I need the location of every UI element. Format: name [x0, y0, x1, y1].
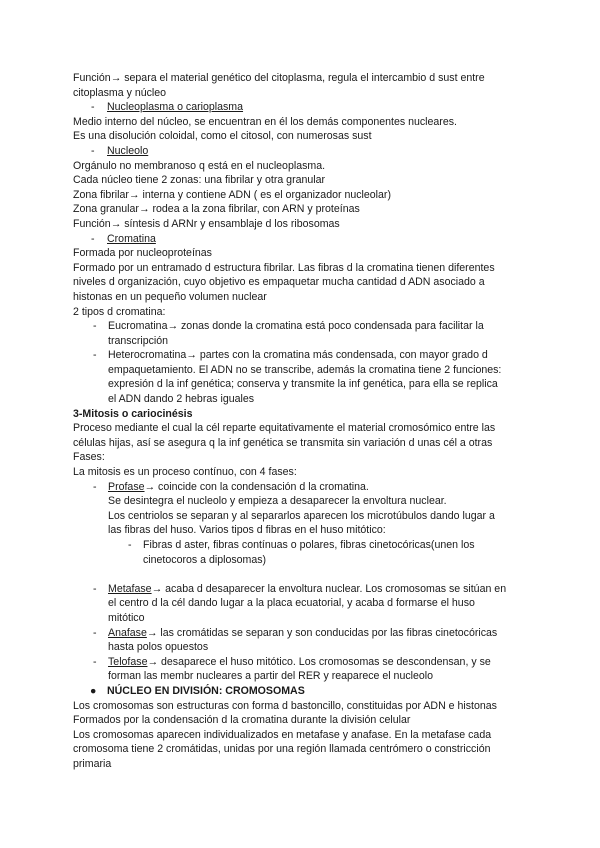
sublist-item-fibras [73, 538, 528, 553]
text-line: La mitosis es un proceso contínuo, con 4 fases: [73, 466, 297, 479]
item-continuation: el centro d la cél dando lugar a la placa ecuatorial, y acaba d formarse el huso [108, 597, 475, 610]
section-heading-cromosomas [73, 684, 528, 699]
list-item-telofase [73, 655, 528, 670]
term-anafase: Anafase [108, 626, 147, 639]
dash-marker: - [93, 582, 97, 595]
text-line: Zona granular→ rodea a la zona fibrilar, con ARN y proteínas [73, 203, 360, 216]
dash-marker: - [93, 480, 97, 493]
item-continuation: empaquetamiento. El ADN no se transcribe, además la cromatina tiene 2 funciones: [108, 363, 502, 376]
text-line: Función→ separa el material genético del citoplasma, regula el intercambio d sust entre [73, 72, 485, 84]
heading-label: NÚCLEO EN DIVISIÓN: CROMOSOMAS [107, 684, 305, 697]
list-item-profase [73, 480, 528, 495]
text-line: Zona fibrilar→ interna y contiene ADN ( es el organizador nucleolar) [73, 188, 391, 201]
text-line: Medio interno del núcleo, se encuentran en él los demás componentes nucleares. [73, 115, 457, 128]
term-profase: Profase [108, 480, 145, 493]
text-line: Fases: [73, 451, 105, 464]
item-text: → las cromátidas se separan y son conducidas por las fibras cinetocóricas [146, 626, 498, 639]
text-line: Los cromosomas aparecen individualizados en metafase y anafase. En la metafase cada [73, 728, 492, 741]
list-item-anafase [73, 626, 528, 641]
text-line: Formado por un entramado d estructura fibrilar. Las fibras d la cromatina tienen diferentes [73, 261, 495, 274]
subheading-nucleolo [73, 144, 528, 159]
term-metafase: Metafase [108, 582, 152, 595]
subheading-cromatina [73, 232, 528, 247]
text-line: histonas en un pequeño volumen nuclear [73, 290, 267, 303]
sublist-continuation [73, 553, 528, 568]
item-continuation: mitótico [108, 611, 145, 624]
text-line: Es una disolución coloidal, como el citosol, con numerosas sust [73, 130, 372, 143]
item-continuation: las fibras del huso. Varios tipos d fibras en el huso mitótico: [108, 524, 386, 537]
dash-marker: - [93, 349, 97, 362]
list-item-eucromatina [73, 319, 528, 334]
blank-line [73, 567, 528, 582]
text-line: Cada núcleo tiene 2 zonas: una fibrilar y otra granular [73, 174, 326, 187]
subheading-nucleoplasma [73, 100, 528, 115]
dash-marker: - [91, 101, 95, 114]
text-line: células hijas, así se asegura q la inf genética se transmita sin variación d unas cél a otras [73, 436, 493, 449]
subheading-label: Nucleolo [107, 144, 149, 157]
text-line: primaria [73, 757, 112, 770]
item-text: → coincide con la condensación d la cromatina. [144, 480, 369, 493]
text-line: Función→ síntesis d ARNr y ensamblaje d los ribosomas [73, 217, 340, 230]
item-text: Fibras d aster, fibras contínuas o polares, fibras cinetocóricas(unen los [143, 539, 475, 551]
item-continuation: transcripción [108, 334, 169, 347]
text-line: Proceso mediante el cual la cél reparte equitativamente el material cromosómico entre las [73, 422, 496, 435]
text-line: Formada por nucleoproteínas [73, 247, 212, 260]
item-continuation: Los centriolos se separan y al separarlos aparecen los microtúbulos dando lugar a [108, 509, 495, 522]
text-line: Formados por la condensación d la cromatina durante la división celular [73, 714, 411, 727]
text-line: 2 tipos d cromatina: [73, 305, 166, 318]
text-line: citoplasma y núcleo [73, 86, 167, 99]
item-text: → acaba d desaparecer la envoltura nuclear. Los cromosomas se sitúan en [151, 582, 507, 595]
term-telofase: Telofase [108, 655, 148, 668]
dash-marker: - [128, 539, 132, 551]
text-line: cromosoma tiene 2 cromátidas, unidas por una región llamada centrómero o constricción [73, 743, 491, 756]
item-text: cinetocoros a diplosomas) [143, 553, 267, 566]
list-item-metafase [73, 582, 528, 597]
list-item-heterocromatina [73, 348, 528, 363]
text-line: Los cromosomas son estructuras con forma d bastoncillo, constituidas por ADN e histonas [73, 699, 497, 712]
dash-marker: - [93, 626, 97, 639]
item-continuation: hasta polos opuestos [108, 641, 209, 654]
subheading-label: Cromatina [107, 232, 156, 245]
bullet-marker: ● [90, 684, 97, 697]
section-heading-mitosis: 3-Mitosis o cariocinésis [73, 407, 193, 420]
item-text: → desaparece el huso mitótico. Los cromosomas se descondensan, y se [147, 655, 491, 668]
item-text: Heterocromatina→ partes con la cromatina más condensada, con mayor grado d [108, 349, 488, 362]
item-continuation: Se desintegra el nucleolo y empieza a desaparecer la envoltura nuclear. [108, 495, 447, 508]
notes-body [73, 71, 528, 772]
item-continuation: forman las membr nucleares a partir del RER y reaparece el nucleolo [108, 670, 434, 683]
item-continuation: expresión d la inf genética; conserva y transmite la inf genética, para ella se replica [108, 378, 498, 391]
dash-marker: - [91, 144, 95, 157]
dash-marker: - [93, 655, 97, 668]
item-continuation: el ADN dando 2 hebras iguales [108, 393, 255, 406]
text-line: niveles d organización, cuyo objetivo es empaquetar mucha cantidad d ADN asociado a [73, 276, 485, 289]
subheading-label: Nucleoplasma o carioplasma [107, 101, 244, 114]
dash-marker: - [93, 320, 97, 333]
item-text: Eucromatina→ zonas donde la cromatina está poco condensada para facilitar la [108, 320, 484, 333]
text-line: Orgánulo no membranoso q está en el nucleoplasma. [73, 159, 326, 172]
dash-marker: - [91, 232, 95, 245]
